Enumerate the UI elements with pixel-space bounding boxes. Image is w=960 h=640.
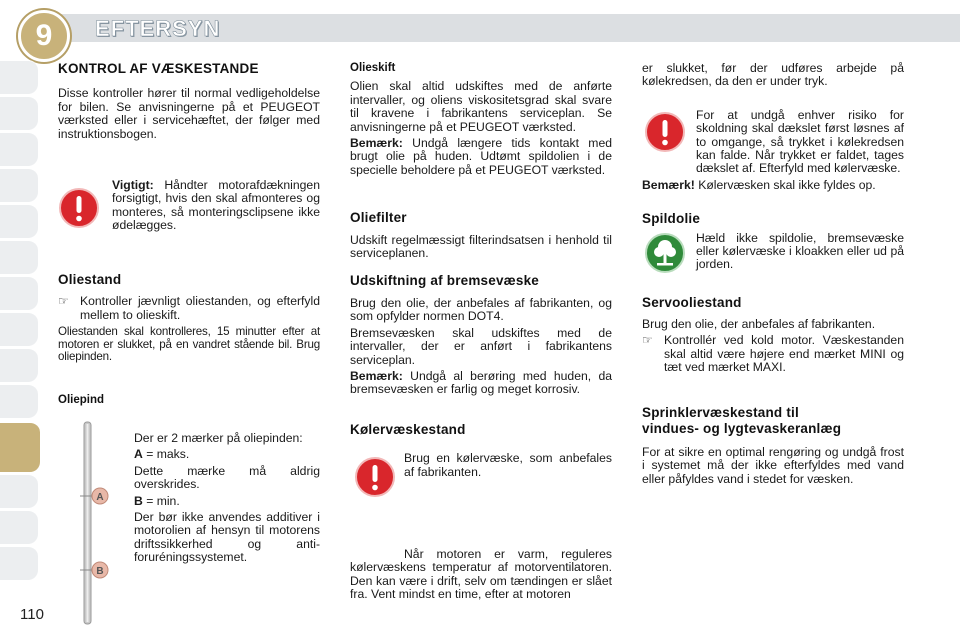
oil-level-bullet: ☞ Kontroller jævnligt oliestanden, og efterfyld mellem to olieskift.: [58, 294, 320, 322]
svg-text:B: B: [96, 566, 104, 577]
filter-heading: Oliefilter: [350, 210, 407, 226]
svg-text:A: A: [96, 492, 104, 503]
mark-a-label: A: [134, 447, 143, 462]
mark-b-label: B: [134, 493, 143, 508]
chapter-tab[interactable]: [0, 312, 38, 346]
chapter-tab[interactable]: [0, 96, 38, 130]
oil-change-text: Olien skal altid udskiftes med de anførte intervaller, og oliens viskositetsgrad skal svare til kravene i fabrikantens serviceplan. Se anvisningerne på et PEUGEOT værksted.: [350, 79, 612, 134]
section-title: KONTROL AF VÆSKESTANDE: [58, 61, 259, 76]
chapter-tab[interactable]: [0, 276, 38, 310]
waste-oil-heading: Spildolie: [642, 211, 701, 227]
chapter-tab[interactable]: [0, 510, 38, 544]
washer-fluid-text: For at sikre en optimal rengøring og undgå frost i systemet må der ikke efterfyldes med vand eller påfyldes vand i stedet for væsken.: [642, 444, 904, 486]
page-number: 110: [20, 606, 44, 623]
important-text: Håndter motorafdækningen forsigtigt, hvis den skal afmonteres og monteres, så monteringsclipsene ikke ødelægges.: [112, 178, 320, 233]
oil-level-note: Oliestanden skal kontrolleres, 15 minutter efter at motoren er slukket, på en vandret stående bil. Brug oliepinden.: [58, 325, 320, 364]
chapter-number-badge: 9: [18, 10, 70, 62]
arrow-bullet-icon: ☞: [58, 294, 69, 309]
coolant-warning: Brug en kølervæske, som anbefales af fabrikanten.: [350, 452, 612, 479]
intro-text: Disse kontroller hører til normal vedligeholdelse for bilen. Se anvisningerne på et PEUGEOT værksted eller i servicehæftet, der følger med instruktionsbogen.: [58, 86, 320, 141]
arrow-bullet-icon: ☞: [642, 333, 653, 348]
column-1: [58, 62, 320, 412]
column-3: er slukket, før der udføres arbejde på kølekredsen, da den er under tryk. For at undgå enhver risiko for skoldning skal dækslet først løsnes af to omgange, så trykket i kølekredsen kan falde. Når trykket er faldet, tages dækslet af. Efterfyld med kølervæske. Bemærk! Kølervæsken skal ikke fyldes op. Spildolie Hæld ikke spildolie, bremsevæske eller kølervæske i kloakken eller ud på jorden. Servooliestand Brug den olie, der anbefales af fabrikanten. ☞ Kontrollér ved kold motor. Væskestanden skal altid være højere end mærket MINI og tæt ved mærket MAXI. Sprinklervæskestand til vindues- og lygtevaskeranlæg For at sikre en optimal rengøring og undgå frost i systemet må der ikke efterfyldes med vand eller påfyldes vand i stedet for væsken.: [642, 61, 904, 486]
page-header: [0, 0, 960, 52]
brake-fluid-heading: Udskiftning af bremsevæske: [350, 273, 540, 289]
oil-change-heading: Olieskift: [350, 62, 396, 74]
chapter-tab[interactable]: [0, 348, 38, 382]
dipstick-heading: Oliepind: [58, 394, 104, 407]
eco-notice: Hæld ikke spildolie, bremsevæske eller kølervæske i kloakken eller ud på jorden.: [642, 232, 904, 278]
chapter-tab[interactable]: [0, 384, 38, 418]
coolant-text-2: Når motoren er varm, reguleres kølervæskens temperatur af motorventilatoren. Den kan være i drift, selv om tændingen er slået fra. Vent mindst en time, efter at motoren: [350, 547, 612, 602]
chapter-tab[interactable]: [0, 204, 38, 238]
filter-text: Udskift regelmæssigt filterindsatsen i henhold til serviceplanen.: [350, 232, 612, 261]
chapter-title: EFTERSYN: [95, 16, 221, 41]
chapter-tab[interactable]: [0, 546, 38, 580]
exclamation-warning-icon: [354, 456, 396, 498]
mark-b-badge: [92, 562, 108, 578]
washer-fluid-heading: Sprinklervæskestand til vindues- og lygtevaskeranlæg: [642, 404, 842, 436]
important-label: Vigtigt:: [112, 178, 154, 193]
exclamation-warning-icon: [58, 187, 100, 229]
chapter-tab[interactable]: [0, 240, 38, 274]
coolant-heading: Kølervæskestand: [350, 421, 466, 437]
exclamation-warning-icon: [644, 111, 686, 153]
column-2: Olieskift Olien skal altid udskiftes med de anførte intervaller, og oliens viskositetsgrad skal svare til kravene i fabrikantens serviceplan. Se anvisningerne på et PEUGEOT værksted. Bemærk: Undgå længere tids kontakt med brugt olie på huden. Udtømt spildolien i de specielle beholdere på et PEUGEOT værksted. Oliefilter Udskift regelmæssigt filterindsatsen i henhold til serviceplanen. Udskiftning af bremsevæske Brug den olie, der anbefales af fabrikanten, og som opfylder normen DOT4. Bremsevæsken skal udskiftes med de intervaller, der er anført i fabrikantens serviceplan. Bemærk: Undgå al berøring med huden, da bremsevæsken er farlig og meget korrosiv. Kølervæskestand Brug en kølervæske, som anbefales af fabrikanten.: [350, 62, 612, 482]
dipstick-illustration: [70, 418, 110, 628]
mark-a-badge: [92, 488, 108, 504]
dipstick-text: Der er 2 mærker på oliepinden: A = maks. Dette mærke må aldrig overskrides. B = min. Der bør ikke anvendes additiver i motorolien af hensyn til motorens driftssikkerhed og anti-foruréningssystemet.: [134, 431, 320, 565]
chapter-tab[interactable]: [0, 168, 38, 202]
servo-oil-heading: Servooliestand: [642, 294, 742, 310]
servo-bullet: ☞ Kontrollér ved kold motor. Væskestanden skal altid være højere end mærket MINI og tæt ved mærket MAXI.: [642, 333, 904, 375]
chapter-tab[interactable]: [0, 132, 38, 166]
scald-warning: For at undgå enhver risiko for skoldning skal dækslet først løsnes af to omgange, så trykket i kølekredsen kan falde. Når trykket er faldet, tages dækslet af. Efterfyld med kølervæske.: [642, 109, 904, 176]
chapter-tab-active[interactable]: [0, 422, 40, 472]
chapter-tab[interactable]: [0, 60, 38, 94]
important-warning: [58, 179, 320, 263]
oil-level-heading: Oliestand: [58, 272, 122, 288]
tree-recycle-icon: [644, 232, 686, 274]
chapter-tab[interactable]: [0, 474, 38, 508]
coolant-continued: er slukket, før der udføres arbejde på kølekredsen, da den er under tryk.: [642, 61, 904, 89]
chapter-tabs: [0, 60, 38, 580]
